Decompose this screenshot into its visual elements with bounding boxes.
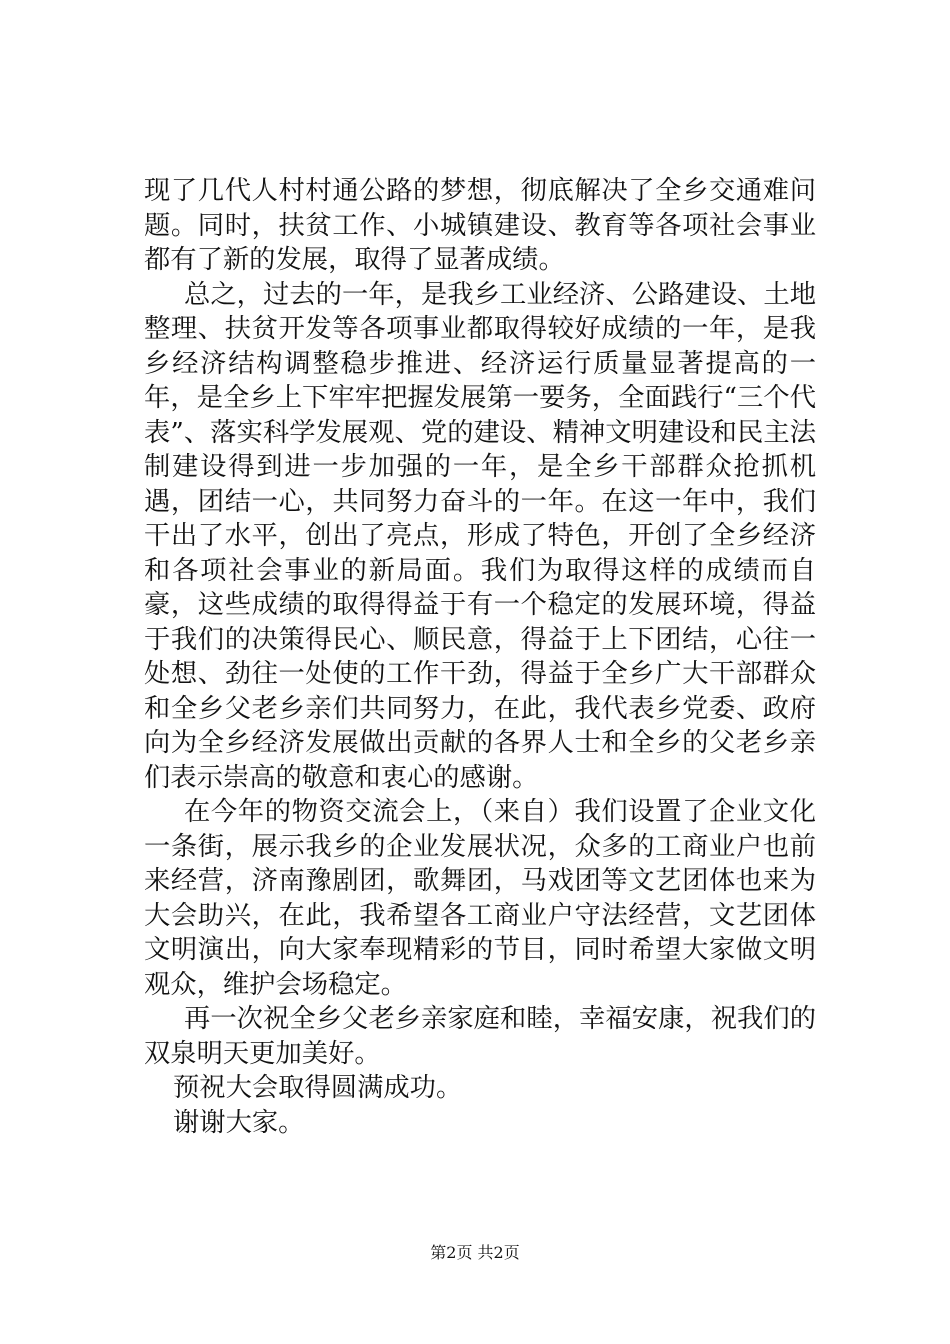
- paragraph-thanks: 谢谢大家。: [173, 1107, 305, 1138]
- paragraph-exchange-fair: 在今年的物资交流会上，（来自）我们设置了企业文化一条街，展示我乡的企业发展状况，众多的工商业户也前来经营，济南豫剧团，歌舞团，马戏团等文艺团体也来为大会助兴，在此，我希望各工商业户守法经营，文艺团体文明演出，向大家奉现精彩的节目，同时希望大家做文明观众，维护会场稳定。: [144, 797, 816, 1000]
- paragraph-blessing: 再一次祝全乡父老乡亲家庭和睦，幸福安康，祝我们的双泉明天更加美好。: [144, 1004, 816, 1069]
- paragraph-summary: 总之，过去的一年，是我乡工业经济、公路建设、土地整理、扶贫开发等各项事业都取得较好成绩的一年，是我乡经济结构调整稳步推进、经济运行质量显著提高的一年，是全乡上下牢牢把握发展第一要务，全面践行“三个代表”、落实科学发展观、党的建设、精神文明建设和民主法制建设得到进一步加强的一年，是全乡干部群众抢抓机遇，团结一心，共同努力奋斗的一年。在这一年中，我们干出了水平，创出了亮点，形成了特色，开创了全乡经济和各项社会事业的新局面。我们为取得这样的成绩而自豪，这些成绩的取得得益于有一个稳定的发展环境，得益于我们的决策得民心、顺民意，得益于上下团结，心往一处想、劲往一处使的工作干劲，得益于全乡广大干部群众和全乡父老乡亲们共同努力，在此，我代表乡党委、政府向为全乡经济发展做出贡献的各界人士和全乡的父老乡亲们表示崇高的敬意和衷心的感谢。: [144, 279, 816, 793]
- document-body: [144, 174, 816, 1140]
- paragraph-wish-success: 预祝大会取得圆满成功。: [173, 1073, 463, 1103]
- paragraph-continuation: 现了几代人村村通公路的梦想，彻底解决了全乡交通难问题。同时，扶贫工作、小城镇建设、教育等各项社会事业都有了新的发展，取得了显著成绩。: [144, 176, 816, 275]
- page-number-footer: 第2页 共2页: [430, 1243, 520, 1262]
